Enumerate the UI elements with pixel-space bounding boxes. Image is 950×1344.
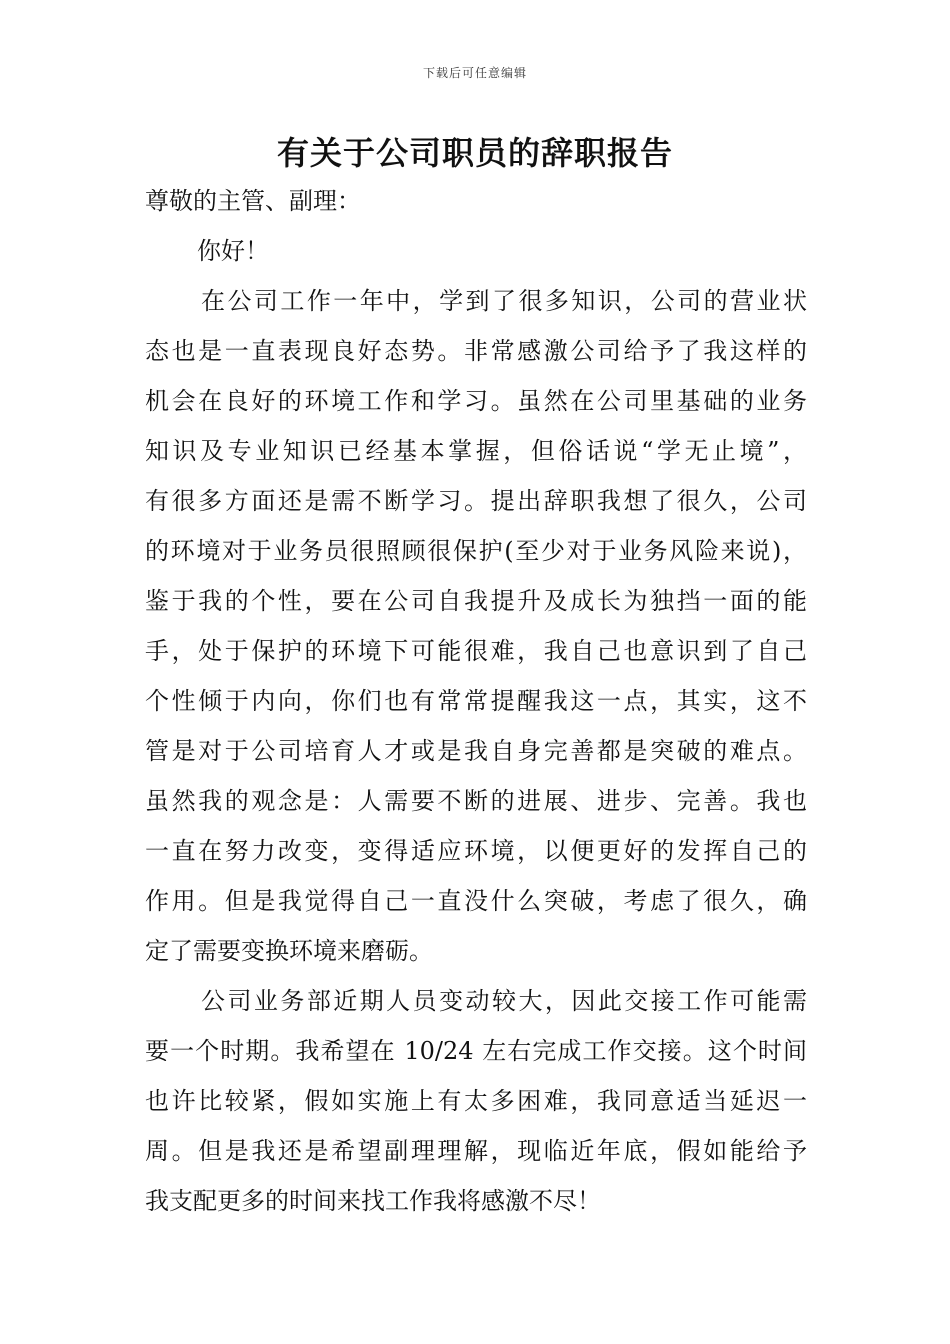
paragraph-line: 要一个时期。我希望在 10/24 左右完成工作交接。这个时间 <box>145 1037 807 1065</box>
paragraph-line: 个性倾于内向，你们也有常常提醒我这一点，其实，这不 <box>145 687 807 715</box>
paragraph-line: 的环境对于业务员很照顾很保护(至少对于业务风险来说)， <box>145 537 807 565</box>
paragraph-line: 也许比较紧，假如实施上有太多困难，我同意适当延迟一 <box>145 1087 807 1115</box>
paragraph-line: 手，处于保护的环境下可能很难，我自己也意识到了自己 <box>145 637 807 665</box>
paragraph-1 <box>145 276 807 976</box>
paragraph-line: 知识及专业知识已经基本掌握，但俗话说“学无止境”， <box>145 437 807 465</box>
paragraph-line: 定了需要变换环境来磨砺。 <box>145 937 433 965</box>
paragraph-line: 态也是一直表现良好态势。非常感激公司给予了我这样的 <box>145 337 807 365</box>
salutation: 尊敬的主管、副理： <box>145 187 361 215</box>
paragraph-line: 公司业务部近期人员变动较大，因此交接工作可能需 <box>201 987 807 1015</box>
paragraph-line: 周。但是我还是希望副理理解，现临近年底，假如能给予 <box>145 1137 807 1165</box>
greeting: 你好！ <box>197 237 269 265</box>
paragraph-line: 在公司工作一年中，学到了很多知识，公司的营业状 <box>201 287 807 315</box>
paragraph-line: 机会在良好的环境工作和学习。虽然在公司里基础的业务 <box>145 387 807 415</box>
paragraph-2 <box>145 976 807 1226</box>
paragraph-line: 管是对于公司培育人才或是我自身完善都是突破的难点。 <box>145 737 807 765</box>
paragraph-line: 有很多方面还是需不断学习。提出辞职我想了很久，公司 <box>145 487 807 515</box>
paragraph-line: 鉴于我的个性，要在公司自我提升及成长为独挡一面的能 <box>145 587 807 615</box>
paragraph-line: 作用。但是我觉得自己一直没什么突破，考虑了很久，确 <box>145 887 807 915</box>
header-note: 下载后可任意编辑 <box>422 66 527 80</box>
paragraph-line: 一直在努力改变，变得适应环境，以便更好的发挥自己的 <box>145 837 807 865</box>
document-title: 有关于公司职员的辞职报告 <box>276 134 673 172</box>
paragraph-line: 我支配更多的时间来找工作我将感激不尽！ <box>145 1187 601 1215</box>
letter-body <box>145 176 807 1226</box>
paragraph-line: 虽然我的观念是：人需要不断的进展、进步、完善。我也 <box>145 787 807 815</box>
